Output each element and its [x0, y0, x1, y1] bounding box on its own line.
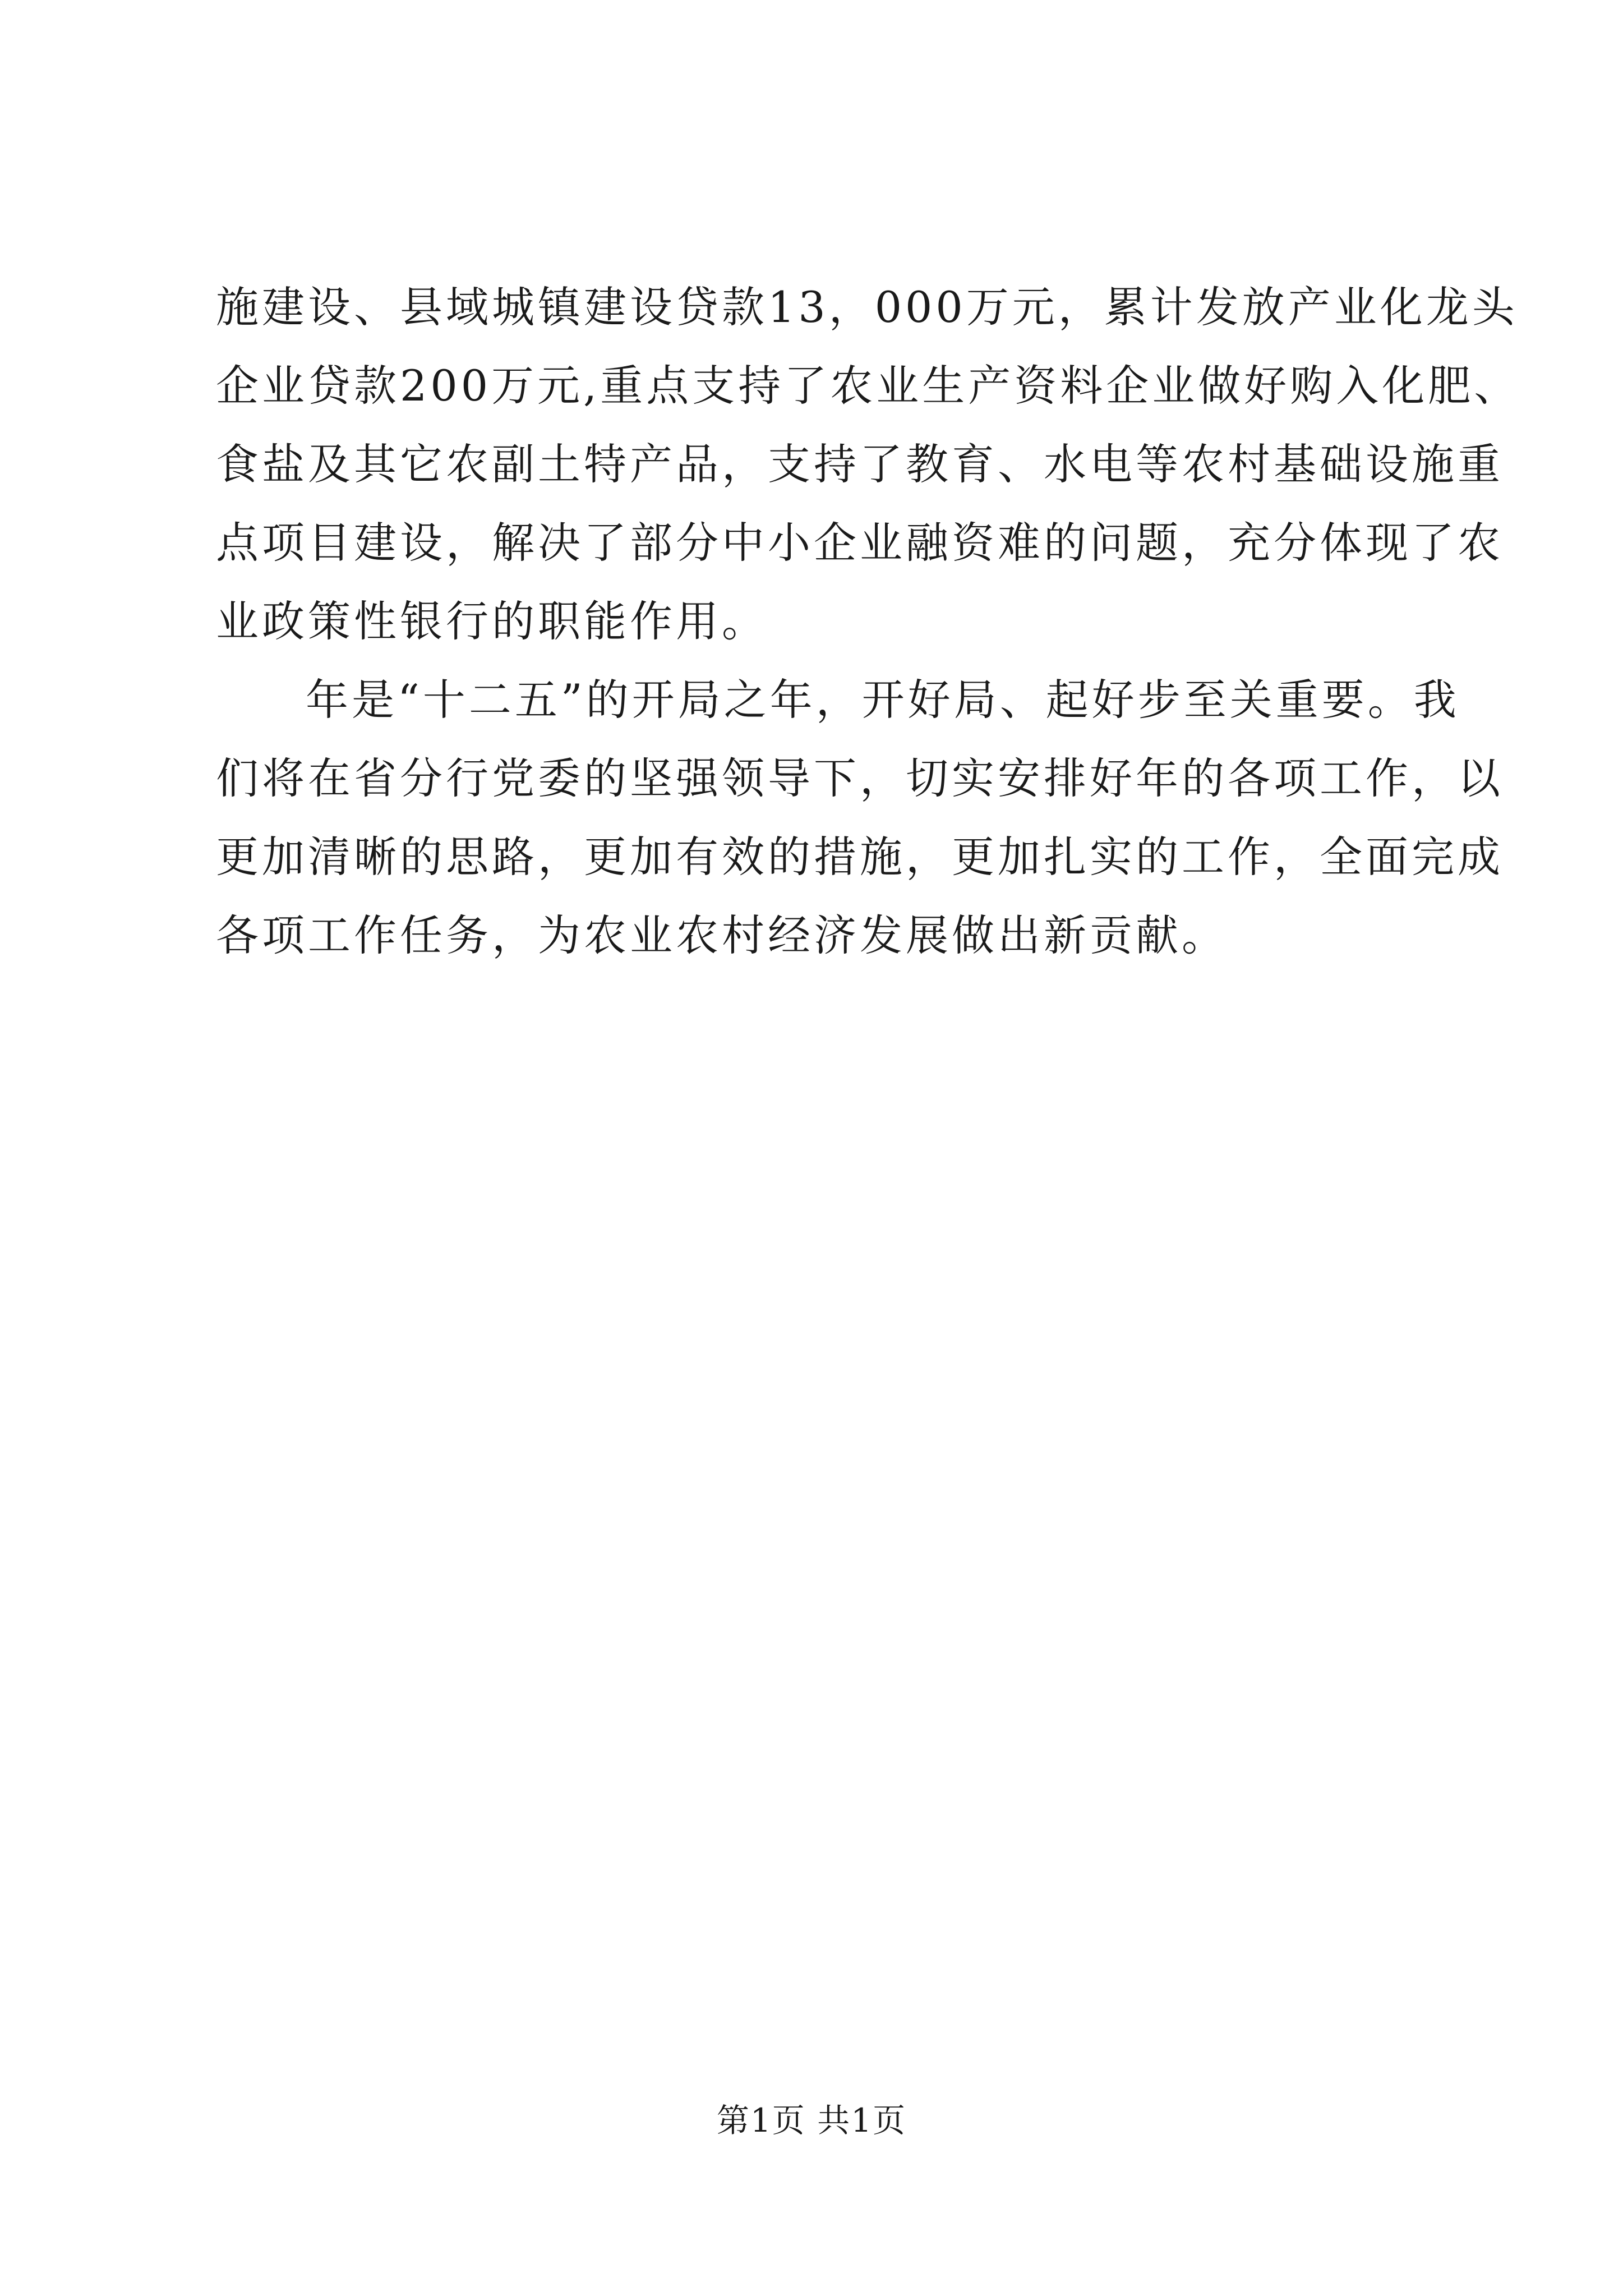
- paragraph-2-line-2: 们将在省分行党委的坚强领导下，切实安排好年的各项工作，以: [216, 753, 1504, 803]
- paragraph-1-line-4: 点项目建设，解决了部分中小企业融资难的问题，充分体现了农: [216, 518, 1504, 568]
- document-body: [216, 268, 1520, 975]
- paragraph-1-line-1: 施建设、县域城镇建设贷款13，000万元，累计发放产业化龙头: [216, 282, 1518, 332]
- paragraph-2-line-4: 各项工作任务，为农业农村经济发展做出新贡献。: [216, 910, 1228, 960]
- paragraph-1-line-3: 食盐及其它农副土特产品，支持了教育、水电等农村基础设施重: [216, 439, 1504, 489]
- paragraph-1-line-5: 业政策性银行的职能作用。: [216, 596, 768, 646]
- paragraph-2-line-3: 更加清晰的思路，更加有效的措施，更加扎实的工作，全面完成: [216, 832, 1504, 882]
- paragraph-1-line-2: 企业贷款200万元,重点支持了农业生产资料企业做好购入化肥、: [216, 361, 1520, 411]
- page-number-footer: 第1页 共1页: [716, 2101, 907, 2139]
- paragraph-2-line-1: 年是“十二五”的开局之年，开好局、起好步至关重要。我: [306, 675, 1460, 725]
